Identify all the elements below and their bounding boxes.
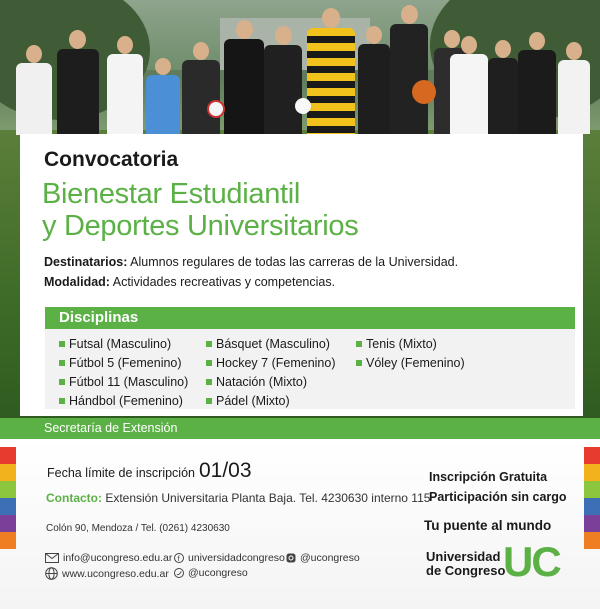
uc-logo-mark: UC	[503, 538, 560, 585]
discipline-label: Natación (Mixto)	[216, 374, 307, 389]
bullet-icon	[206, 360, 212, 366]
inscripcion-gratuita: Inscripción Gratuita	[429, 470, 548, 484]
twitter-link[interactable]	[174, 567, 248, 579]
list-item	[356, 353, 465, 372]
discipline-label: Futsal (Masculino)	[69, 336, 172, 351]
contact-text: Extensión Universitaria Planta Baja. Tel. 4230630 interno 115	[102, 491, 431, 505]
bullet-icon	[356, 360, 362, 366]
list-item	[206, 372, 336, 391]
web-link[interactable]	[45, 567, 169, 580]
tagline: Tu puente al mundo	[424, 518, 552, 533]
logo-wordmark	[426, 550, 505, 578]
bullet-icon	[59, 379, 65, 385]
color-stripes-right	[584, 447, 600, 549]
secretaria-label: Secretaría de Extensión	[44, 421, 178, 435]
disciplinas-column-1	[59, 334, 188, 410]
email-link[interactable]	[45, 552, 172, 564]
bullet-icon	[206, 398, 212, 404]
contact-row	[46, 491, 430, 505]
twitter-text: @ucongreso	[188, 567, 248, 579]
discipline-label: Hándbol (Femenino)	[69, 393, 183, 408]
email-text: info@ucongreso.edu.ar	[63, 552, 173, 564]
discipline-label: Básquet (Masculino)	[216, 336, 330, 351]
disciplinas-column-3	[356, 334, 465, 372]
twitter-icon	[174, 568, 184, 578]
bullet-icon	[59, 341, 65, 347]
destinatarios-text: Alumnos regulares de todas las carreras de la Universidad.	[127, 255, 459, 269]
logo-line-2: de Congreso	[426, 563, 506, 578]
destinatarios-label: Destinatarios:	[44, 255, 128, 269]
discipline-label: Vóley (Femenino)	[366, 355, 465, 370]
modalidad-text: Actividades recreativas y competencias.	[109, 275, 336, 289]
destinatarios-row	[44, 255, 458, 269]
address: Colón 90, Mendoza / Tel. (0261) 4230630	[46, 523, 230, 534]
deadline-label: Fecha límite de inscripción	[47, 466, 195, 480]
disciplinas-header	[45, 307, 575, 329]
bullet-icon	[206, 341, 212, 347]
list-item	[59, 353, 188, 372]
discipline-label: Fútbol 5 (Femenino)	[69, 355, 182, 370]
deadline-date: 01/03	[198, 459, 252, 482]
discipline-label: Pádel (Mixto)	[216, 393, 290, 408]
disciplinas-heading: Disciplinas	[59, 309, 139, 326]
info-card	[20, 134, 583, 416]
disciplinas-column-2	[206, 334, 336, 410]
list-item	[206, 334, 336, 353]
secretaria-band	[0, 418, 600, 439]
list-item	[59, 334, 188, 353]
deadline-row	[47, 459, 252, 483]
page-title: Convocatoria	[44, 148, 179, 171]
instagram-icon	[286, 553, 296, 563]
disciplinas-list	[45, 329, 575, 409]
facebook-text: universidadcongreso	[188, 552, 285, 564]
web-text: www.ucongreso.edu.ar	[62, 567, 169, 580]
logo-line-1: Universidad	[426, 549, 501, 564]
modalidad-row	[44, 275, 335, 289]
instagram-text: @ucongreso	[300, 552, 360, 564]
globe-icon	[45, 567, 58, 580]
list-item	[59, 372, 188, 391]
bullet-icon	[356, 341, 362, 347]
contact-label: Contacto:	[46, 491, 102, 505]
instagram-link[interactable]	[286, 552, 360, 564]
color-stripes-left	[0, 447, 16, 549]
bullet-icon	[59, 398, 65, 404]
discipline-label: Fútbol 11 (Masculino)	[69, 374, 189, 389]
bullet-icon	[206, 379, 212, 385]
bullet-icon	[59, 360, 65, 366]
discipline-label: Tenis (Mixto)	[366, 336, 437, 351]
list-item	[206, 353, 336, 372]
subtitle-line-2: y Deportes Universitarios	[42, 210, 359, 242]
page-subtitle	[42, 178, 358, 242]
participacion-sin-cargo: Participación sin cargo	[429, 490, 567, 504]
subtitle-line-1: Bienestar Estudiantil	[42, 178, 301, 210]
list-item	[206, 391, 336, 410]
list-item	[356, 334, 465, 353]
facebook-link[interactable]	[174, 552, 285, 564]
svg-text:f: f	[177, 555, 180, 563]
mail-icon	[45, 553, 59, 563]
facebook-icon	[174, 553, 184, 563]
discipline-label: Hockey 7 (Femenino)	[216, 355, 336, 370]
list-item	[59, 391, 188, 410]
modalidad-label: Modalidad:	[44, 275, 110, 289]
